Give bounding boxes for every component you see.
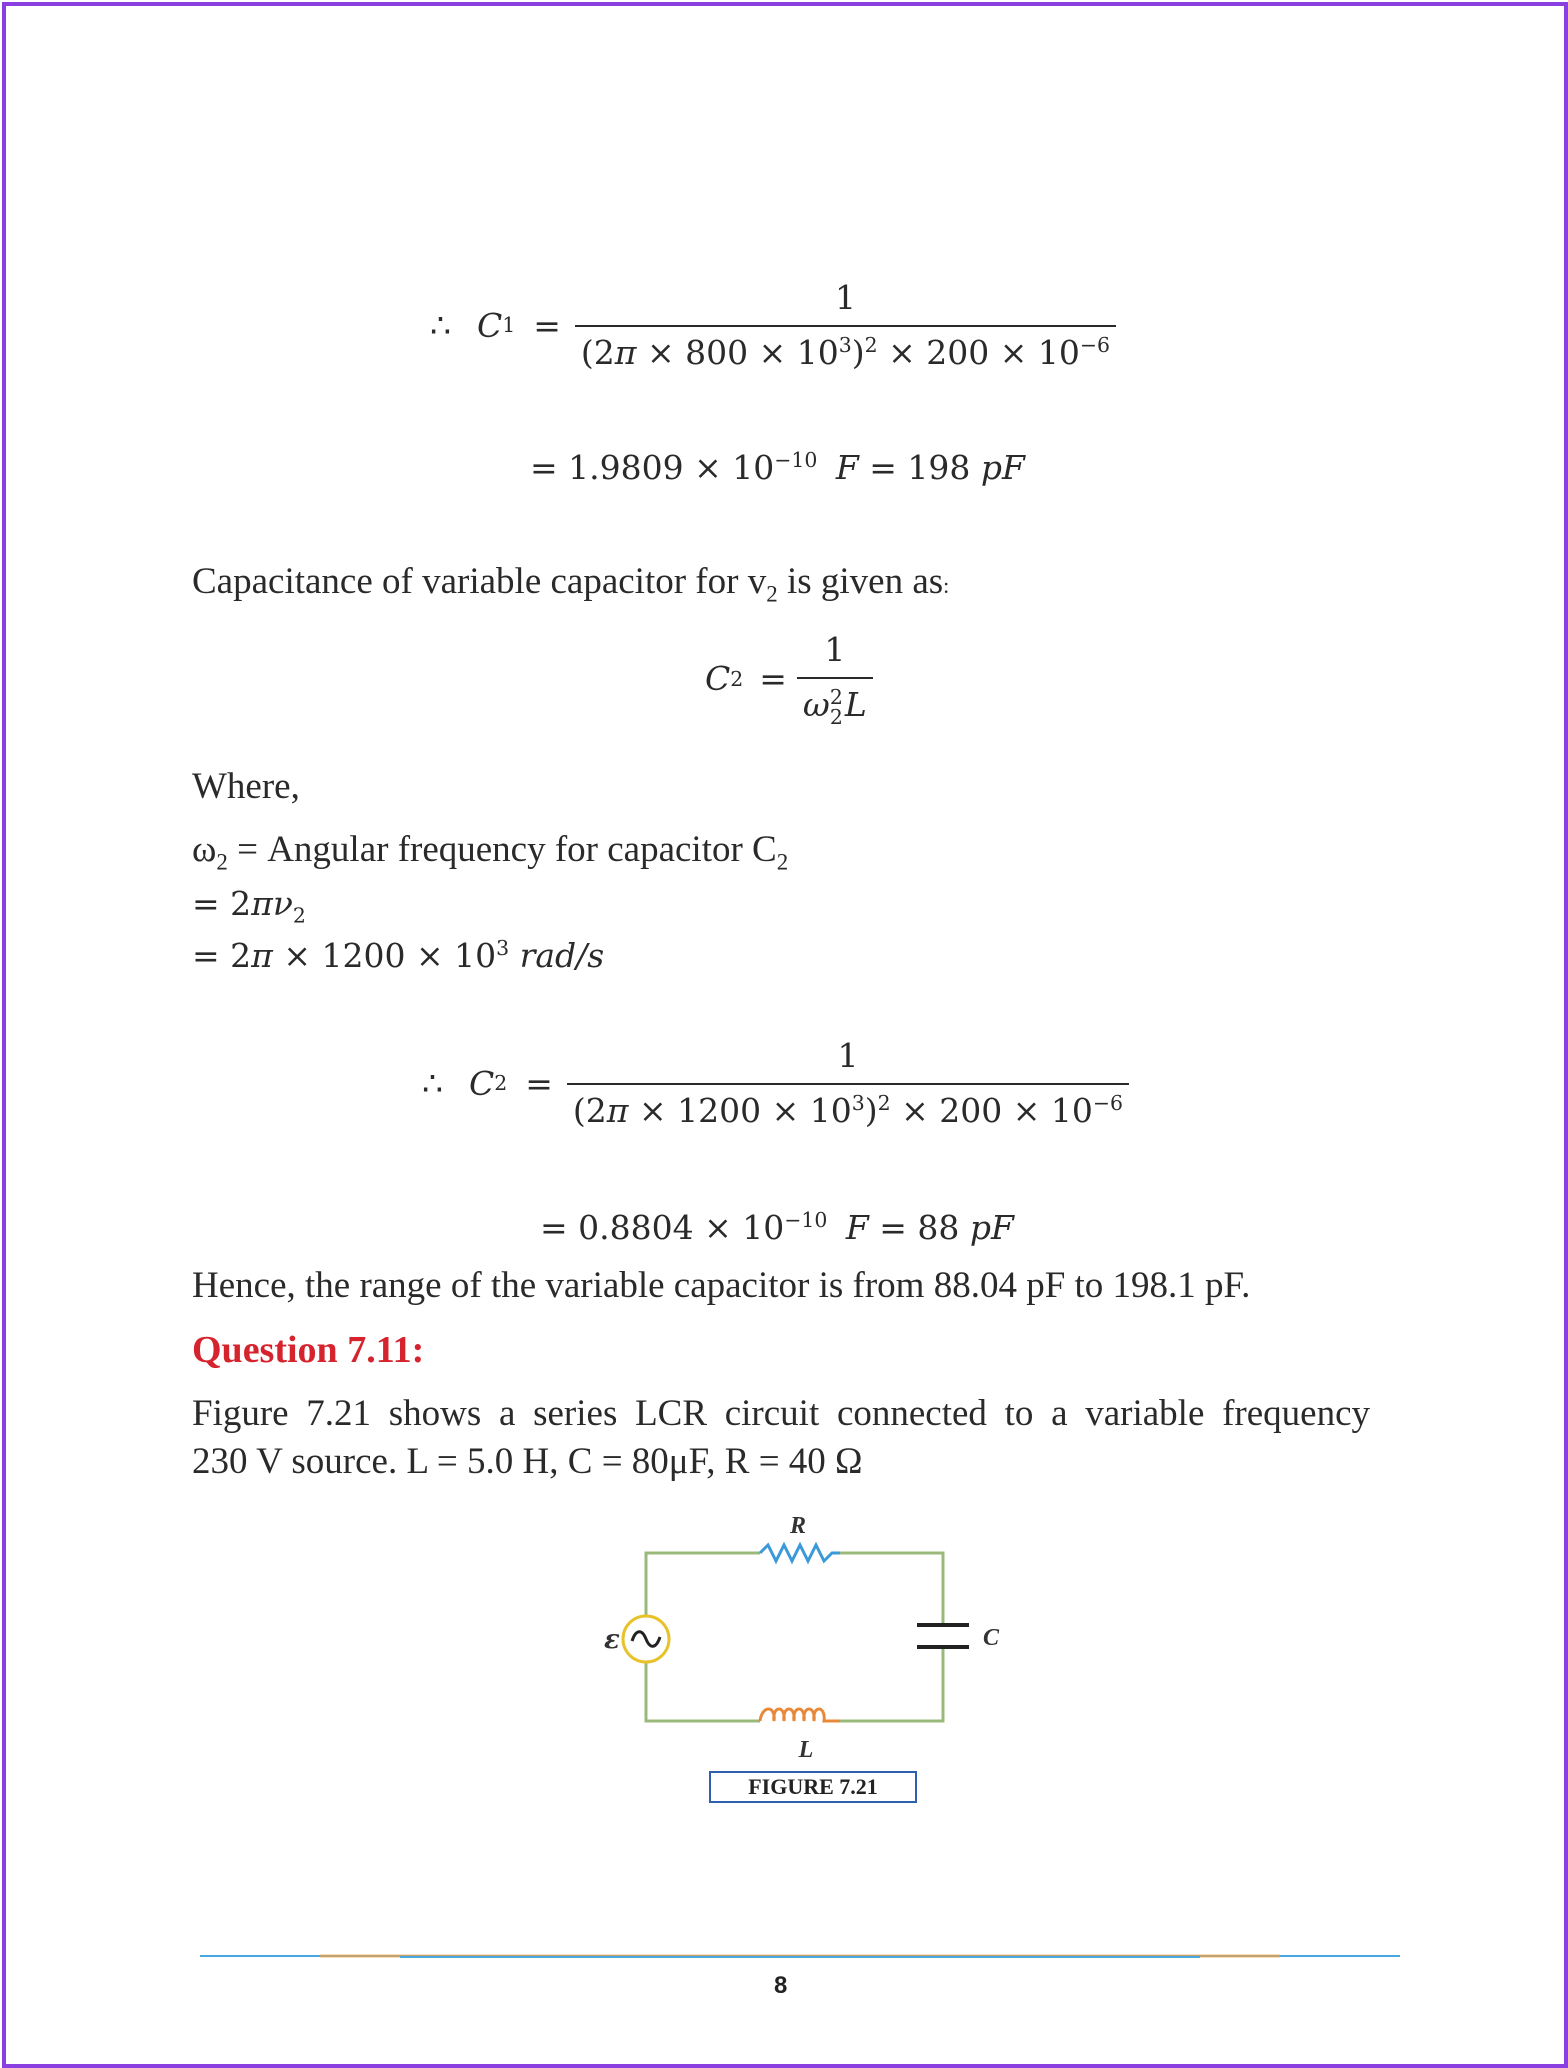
c1-numerator: 1	[834, 278, 856, 317]
question-heading: Question 7.11:	[192, 1329, 425, 1371]
footer-divider	[200, 1950, 1400, 1962]
where-label: Where,	[192, 766, 300, 807]
conclusion-text: Hence, the range of the variable capacitor is from 88.04 pF to 198.1 pF.	[192, 1265, 1251, 1306]
label-c: C	[983, 1625, 1000, 1651]
equation-c2: ∴ C 2 = $\frac{1}{(2\pi \times 1200 \times 10^3)^2 \times 200 \times 10^{-6}}$	[422, 1036, 1129, 1130]
c2-formula-fraction: 1 ω 2 2 L	[797, 630, 873, 727]
omega-definition: $\omega_2$ = Angular frequency for capacitor $C_2$	[192, 829, 789, 875]
c1-symbol: C	[477, 305, 503, 345]
lcr-circuit-figure	[580, 1505, 1020, 1815]
label-r: R	[789, 1513, 807, 1539]
c2-denominator: $(2\pi \times 1200 \times 10^3)^2 \times 200 \times 10^{-6}$	[567, 1083, 1129, 1130]
paragraph-capacitance: Capacitance of variable capacitor for $v_2$ is given as:	[192, 561, 950, 607]
circuit-wires	[646, 1553, 943, 1721]
c1-fraction	[575, 278, 1116, 372]
inductor-symbol	[760, 1709, 840, 1721]
figure-caption: FIGURE 7.21	[748, 1774, 878, 1799]
c2-fraction: $\frac{1}{(2\pi \times 1200 \times 10^3)^2 \times 200 \times 10^{-6}}$	[567, 1036, 1129, 1130]
c2-formula-denominator: ω 2 2 L	[797, 677, 873, 727]
question-line-2: 230 V source. L = 5.0 H, C = 80μF, R = 40 Ω	[192, 1441, 863, 1482]
label-emf: ε	[604, 1625, 620, 1655]
capacitor-symbol	[917, 1625, 969, 1647]
figure-caption-box	[709, 1771, 917, 1803]
line-numeric: = $2\pi \times 1200 \times 10^3$ rad/s	[192, 936, 605, 975]
page-number: 8	[774, 1972, 788, 1999]
therefore-symbol: ∴	[430, 305, 451, 345]
equals-sign: =	[533, 305, 561, 345]
question-line-1: Figure 7.21 shows a series LCR circuit connected to a variable frequency	[192, 1393, 1370, 1434]
label-l: L	[798, 1737, 814, 1763]
line-2piv: = $2\pi\nu_2$	[192, 884, 306, 928]
c1-denominator: $(2\pi \times 800 \times 10^3)^2 \times 200 \times 10^{-6}$	[575, 325, 1116, 372]
result-c2: = $0.8804 \times 10^{-10}$ F = 88 pF	[540, 1208, 1014, 1247]
equation-c2-formula: C 2 = 1 ω 2 2 L	[705, 630, 873, 727]
equation-c1: ∴ C 1 = $\frac{1}{(2\pi \times 800 \times 10^3)^2 \times 200 \times 10^{-6}}$	[430, 278, 1116, 372]
resistor-symbol	[760, 1545, 840, 1561]
result-c1: = $1.9809 \times 10^{-10}$ F = 198 pF	[530, 448, 1025, 487]
